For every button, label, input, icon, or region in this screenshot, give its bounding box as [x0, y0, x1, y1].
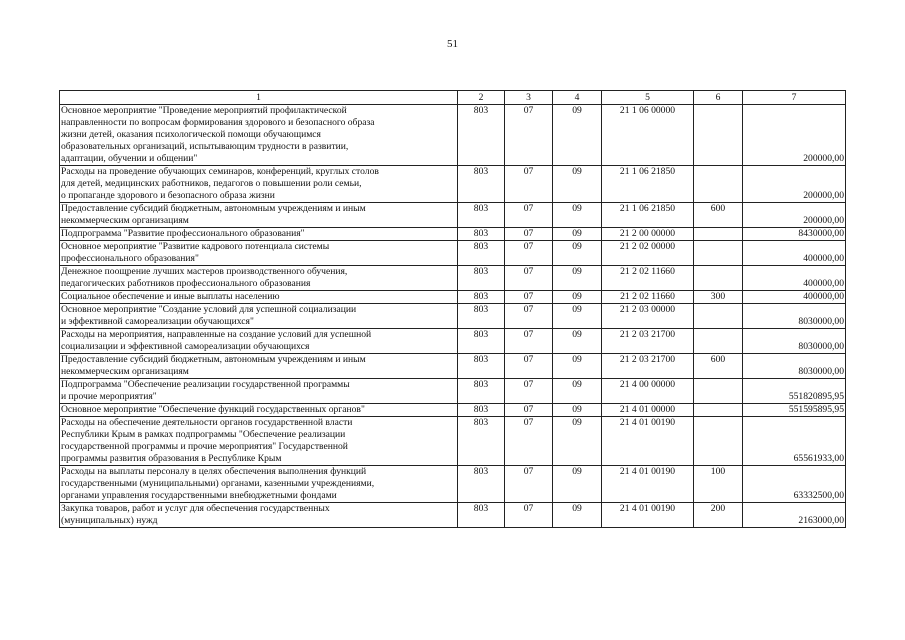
table-row [60, 354, 846, 379]
row-expense-type [694, 228, 743, 241]
row-expense-type [694, 417, 743, 466]
row-target-article: 21 4 01 00190 [602, 503, 694, 528]
row-target-article: 21 2 02 11660 [602, 266, 694, 291]
row-section-code: 07 [505, 379, 553, 404]
row-expense-type [694, 166, 743, 203]
row-expense-type: 600 [694, 203, 743, 228]
row-description: Подпрограмма "Обеспечение реализации государственной программы и прочие мероприятия" [60, 379, 458, 404]
row-subsection-code: 09 [553, 266, 602, 291]
row-description: Основное мероприятие "Проведение мероприятий профилактической направленности по вопросам формирования здорового и безопасного образа жизни детей, оказания психологической помощи обучающимся образовательных организаций, испытывающим трудности в развитии, адаптации, обучении и общении" [60, 105, 458, 166]
row-expense-type: 600 [694, 354, 743, 379]
row-subsection-code: 09 [553, 291, 602, 304]
row-amount: 200000,00 [743, 166, 846, 203]
row-department-code: 803 [458, 105, 505, 166]
row-subsection-code: 09 [553, 354, 602, 379]
row-department-code: 803 [458, 266, 505, 291]
row-amount: 551820895,95 [743, 379, 846, 404]
row-department-code: 803 [458, 417, 505, 466]
table-row [60, 404, 846, 417]
row-target-article: 21 4 00 00000 [602, 379, 694, 404]
row-description: Предоставление субсидий бюджетным, автономным учреждениям и иным некоммерческим организациям [60, 354, 458, 379]
row-department-code: 803 [458, 166, 505, 203]
row-target-article: 21 4 01 00190 [602, 466, 694, 503]
row-department-code: 803 [458, 203, 505, 228]
row-description: Расходы на мероприятия, направленные на создание условий для успешной социализации и эффективной самореализации обучающихся [60, 329, 458, 354]
table-row [60, 203, 846, 228]
row-description: Социальное обеспечение и иные выплаты населению [60, 291, 458, 304]
row-description: Расходы на проведение обучающих семинаров, конференций, круглых столов для детей, медицинских работников, педагогов о повышении роли семьи, о пропаганде здорового и безопасного образа жизни [60, 166, 458, 203]
row-description: Закупка товаров, работ и услуг для обеспечения государственных (муниципальных) нужд [60, 503, 458, 528]
row-section-code: 07 [505, 466, 553, 503]
row-subsection-code: 09 [553, 304, 602, 329]
row-section-code: 07 [505, 266, 553, 291]
row-target-article: 21 4 01 00190 [602, 417, 694, 466]
row-department-code: 803 [458, 379, 505, 404]
row-section-code: 07 [505, 241, 553, 266]
row-subsection-code: 09 [553, 466, 602, 503]
page-number: 51 [447, 38, 458, 50]
table-row [60, 503, 846, 528]
column-header: 5 [602, 91, 694, 105]
row-section-code: 07 [505, 228, 553, 241]
column-header: 7 [743, 91, 846, 105]
row-description: Предоставление субсидий бюджетным, автономным учреждениям и иным некоммерческим организациям [60, 203, 458, 228]
row-amount: 8030000,00 [743, 329, 846, 354]
row-department-code: 803 [458, 241, 505, 266]
row-expense-type [694, 266, 743, 291]
row-amount: 2163000,00 [743, 503, 846, 528]
row-expense-type [694, 241, 743, 266]
row-section-code: 07 [505, 166, 553, 203]
table-row [60, 379, 846, 404]
row-description: Подпрограмма "Развитие профессионального образования" [60, 228, 458, 241]
row-amount: 400000,00 [743, 241, 846, 266]
row-subsection-code: 09 [553, 404, 602, 417]
row-description: Основное мероприятие "Создание условий для успешной социализации и эффективной самореализации обучающихся" [60, 304, 458, 329]
row-amount: 400000,00 [743, 291, 846, 304]
row-description: Денежное поощрение лучших мастеров производственного обучения, педагогических работников профессионального образования [60, 266, 458, 291]
row-amount: 200000,00 [743, 203, 846, 228]
row-target-article: 21 2 02 11660 [602, 291, 694, 304]
row-description: Расходы на обеспечение деятельности органов государственной власти Республики Крым в рамках подпрограммы "Обеспечение реализации государственной программы и прочие мероприятия" Государственной программы развития образования в Республике Крым [60, 417, 458, 466]
row-amount: 200000,00 [743, 105, 846, 166]
row-section-code: 07 [505, 354, 553, 379]
row-amount: 8430000,00 [743, 228, 846, 241]
row-target-article: 21 2 03 21700 [602, 329, 694, 354]
row-section-code: 07 [505, 329, 553, 354]
row-department-code: 803 [458, 291, 505, 304]
row-department-code: 803 [458, 466, 505, 503]
table-row [60, 228, 846, 241]
table-row [60, 266, 846, 291]
table-row [60, 466, 846, 503]
row-section-code: 07 [505, 203, 553, 228]
row-expense-type [694, 105, 743, 166]
budget-table [59, 90, 846, 528]
table-row [60, 241, 846, 266]
row-subsection-code: 09 [553, 379, 602, 404]
row-amount: 8030000,00 [743, 354, 846, 379]
row-expense-type [694, 379, 743, 404]
row-target-article: 21 1 06 21850 [602, 203, 694, 228]
row-section-code: 07 [505, 304, 553, 329]
row-amount: 551595895,95 [743, 404, 846, 417]
header-row [60, 91, 846, 105]
row-department-code: 803 [458, 354, 505, 379]
row-section-code: 07 [505, 291, 553, 304]
row-description: Основное мероприятие "Развитие кадрового потенциала системы профессионального образования" [60, 241, 458, 266]
row-subsection-code: 09 [553, 228, 602, 241]
row-target-article: 21 1 06 00000 [602, 105, 694, 166]
column-header: 6 [694, 91, 743, 105]
row-expense-type: 100 [694, 466, 743, 503]
row-subsection-code: 09 [553, 329, 602, 354]
row-amount: 8030000,00 [743, 304, 846, 329]
row-subsection-code: 09 [553, 166, 602, 203]
row-description: Основное мероприятие "Обеспечение функций государственных органов" [60, 404, 458, 417]
row-section-code: 07 [505, 503, 553, 528]
row-expense-type [694, 329, 743, 354]
row-amount: 63332500,00 [743, 466, 846, 503]
row-subsection-code: 09 [553, 203, 602, 228]
row-section-code: 07 [505, 105, 553, 166]
row-department-code: 803 [458, 404, 505, 417]
table-row [60, 166, 846, 203]
table-row [60, 105, 846, 166]
table-row [60, 291, 846, 304]
column-header: 2 [458, 91, 505, 105]
row-amount: 400000,00 [743, 266, 846, 291]
column-header: 4 [553, 91, 602, 105]
row-target-article: 21 2 02 00000 [602, 241, 694, 266]
row-description: Расходы на выплаты персоналу в целях обеспечения выполнения функций государственными (муниципальными) органами, казенными учреждениями, органами управления государственными внебюджетными фондами [60, 466, 458, 503]
row-target-article: 21 1 06 21850 [602, 166, 694, 203]
row-expense-type: 300 [694, 291, 743, 304]
row-amount: 65561933,00 [743, 417, 846, 466]
row-subsection-code: 09 [553, 503, 602, 528]
row-section-code: 07 [505, 417, 553, 466]
table-row [60, 304, 846, 329]
row-subsection-code: 09 [553, 417, 602, 466]
row-target-article: 21 4 01 00000 [602, 404, 694, 417]
row-subsection-code: 09 [553, 105, 602, 166]
row-expense-type [694, 304, 743, 329]
row-department-code: 803 [458, 304, 505, 329]
row-department-code: 803 [458, 228, 505, 241]
column-header: 1 [60, 91, 458, 105]
row-target-article: 21 2 03 00000 [602, 304, 694, 329]
row-target-article: 21 2 00 00000 [602, 228, 694, 241]
row-subsection-code: 09 [553, 241, 602, 266]
table-row [60, 417, 846, 466]
row-department-code: 803 [458, 329, 505, 354]
column-header: 3 [505, 91, 553, 105]
row-target-article: 21 2 03 21700 [602, 354, 694, 379]
row-expense-type [694, 404, 743, 417]
row-department-code: 803 [458, 503, 505, 528]
row-expense-type: 200 [694, 503, 743, 528]
row-section-code: 07 [505, 404, 553, 417]
table-row [60, 329, 846, 354]
